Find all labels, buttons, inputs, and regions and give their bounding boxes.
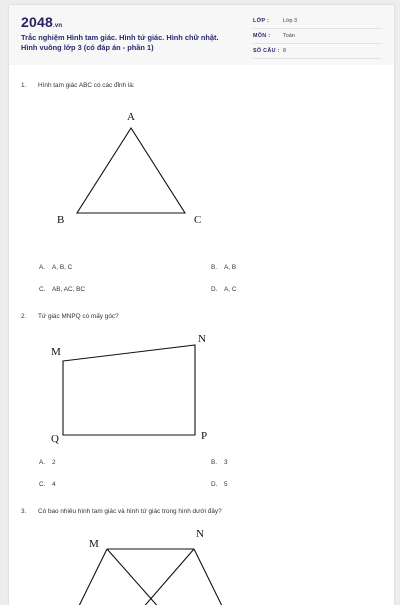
logo-sub-text: .vn [52,23,63,29]
meta-label-grade: LỚP : [253,18,270,24]
question-1-option-c[interactable]: C. AB, AC, BC [39,286,86,293]
meta-row-subject [253,31,381,44]
question-1-option-a[interactable]: A. A, B, C [39,264,73,271]
vertex-label-a: A [127,111,135,123]
question-3-prompt: Có bao nhiêu hình tam giác và hình tứ giác trong hình dưới đây? [38,508,222,515]
question-1-prompt: Hình tam giác ABC có các đỉnh là: [38,82,135,89]
site-logo[interactable] [21,14,62,30]
triangle-abc-shape [77,128,185,213]
figure-3-right-edge [194,549,224,605]
vertex-label-q: Q [51,433,59,445]
vertex-label-n-fig3: N [196,528,204,540]
vertex-label-p: P [201,430,208,442]
triangles-quadrilaterals-figure [69,520,249,605]
question-2-number: 2. [21,313,27,320]
logo-main-text: 2048 [21,14,53,30]
triangle-abc-figure [49,105,219,235]
question-1-number: 1. [21,82,27,89]
question-3-number: 3. [21,508,27,515]
vertex-label-b: B [57,214,65,226]
worksheet-page [9,5,394,605]
meta-label-subject: MÔN : [253,33,271,39]
document-title [21,33,241,53]
quadrilateral-mnpq-shape [63,345,195,435]
vertex-label-m: M [51,346,61,358]
meta-row-grade [253,16,381,29]
question-1-option-b[interactable]: B. A, B [211,264,237,271]
question-1-option-d[interactable]: D. A, C [211,286,237,293]
document-title-line-1: Trắc nghiệm Hình tam giác. Hình tứ giác. Hình chữ nhật. [21,33,219,42]
question-2-option-a[interactable]: A. 2 [39,459,56,466]
question-2-option-d[interactable]: D. 5 [211,481,228,488]
vertex-label-m-fig3: M [89,538,99,550]
meta-value-grade: Lớp 3 [283,18,298,24]
question-2-option-b[interactable]: B. 3 [211,459,228,466]
worksheet-header [9,5,394,65]
meta-label-question-count: SỐ CÂU : [253,48,280,54]
question-3-text [21,508,222,515]
vertex-label-c: C [194,214,202,226]
question-2-prompt: Tứ giác MNPQ có mấy góc? [38,313,119,320]
question-1-text [21,82,135,89]
question-2-text [21,313,119,320]
meta-value-subject: Toán [283,33,295,39]
meta-row-question-count [253,46,381,59]
quadrilateral-mnpq-figure [39,327,239,447]
figure-3-left-edge [77,549,107,605]
question-2-option-c[interactable]: C. 4 [39,481,56,488]
document-title-line-2: Hình vuông lớp 3 (có đáp án - phần 1) [21,43,154,52]
vertex-label-n: N [198,333,206,345]
meta-value-question-count: 8 [283,48,286,54]
